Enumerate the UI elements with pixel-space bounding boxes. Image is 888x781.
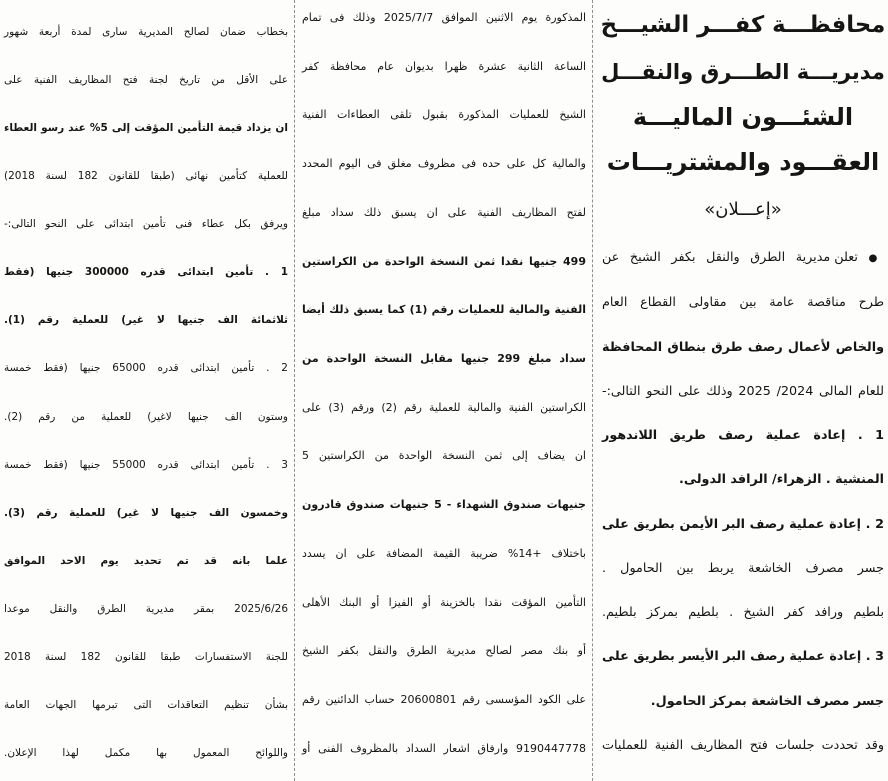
right-column-line: جسر مصرف الخاشعة يربط بين الحامول . [602,560,884,576]
middle-column-line: أو بنك مصر لصالح مديرية الطرق والنقل بكفر الشيخ [302,644,586,658]
middle-column-line: جنيهات صندوق الشهداء - 5 جنيهات صندوق قادرون [302,498,586,512]
left-column-line: للجنة الاستفسارات طبقا للقانون 182 لسنة 2018 [4,650,288,663]
right-column-line: جسر مصرف الخاشعة بمركز الحامول. [650,693,884,709]
right-column-line: والخاص لأعمال رصف طرق بنطاق المحافظة [602,339,884,355]
right-column-line: طرح مناقصة عامة بين مقاولى القطاع العام [602,295,884,311]
left-column-line: ثلاثمائة الف جنيها لا غير) للعملية رقم (1). [4,314,288,327]
right-column-line: بلطيم ورافد كفر الشيخ . بلطيم بمركز بلطيم. [602,605,884,621]
column-divider [294,0,295,781]
left-column-line: ان يزداد قيمة التأمين المؤقت إلى 5% عند رسو العطاء [4,122,288,135]
middle-column-line: الشيخ للعمليات المذكورة بقبول تلقى العطاءات الفنية [302,108,586,122]
middle-column-line: سداد مبلغ 299 جنيها مقابل النسخة الواحدة من [302,352,586,366]
left-column-line: 2025/6/26 بمقر مديرية الطرق والنقل موعدا [4,602,288,615]
middle-column-line: 499 جنيها نقدا ثمن النسخة الواحدة من الكراستين [302,254,586,268]
middle-column-line: باختلاف +14% ضريبة القيمة المضافة على ان يسدد [302,546,586,560]
right-column-line: 3 . إعادة عملية رصف البر الأيسر بطريق على [602,649,884,665]
middle-column-line: الساعة الثانية عشرة ظهرا بديوان عام محافظة كفر [302,59,586,73]
right-column-line [602,246,884,271]
column-divider [592,0,593,781]
middle-column-line: التأمين المؤقت نقدا بالخزينة أو الفيزا أو البنك الأهلى [302,595,586,609]
middle-column-line: الفنية والمالية للعمليات رقم (1) كما يسبق ذلك أيضا [302,303,586,317]
middle-column-line: والمالية كل على حده فى مظروف مغلق فى اليوم المحدد [302,157,586,171]
notice-heading: «إعـــلان» [704,199,782,220]
right-column-line-text: تعلن مديرية الطرق والنقل بكفر الشيخ عن [602,250,858,265]
department-title: الشئـــون الماليـــة [632,103,854,131]
middle-column-line: 9190447778 وارفاق اشعار السداد بالمظروف الفنى أو [302,741,586,755]
left-column-line: بشأن تنظيم التعاقدات التى تبرمها الجهات العامة [4,698,288,711]
right-column-line: وقد تحددت جلسات فتح المظاريف الفنية للعمليات [602,737,884,753]
middle-column-line: لفتح المظاريف الفنية على ان يسبق ذلك سداد مبلغ [302,205,586,219]
middle-column-line: المذكورة يوم الاثنين الموافق 2025/7/7 وذلك فى تمام [302,11,586,24]
left-column-line: واللوائح المعمول بها مكمل لهذا الإعلان. [4,746,288,759]
left-column-line: 3 . تأمين ابتدائى قدره 55000 جنيها (فقط خمسة [4,458,288,471]
bullet-icon: ● [868,253,884,264]
left-column-line: للعملية كتأمين نهائى (طبقا للقانون 182 لسنة 2018) [4,170,288,183]
left-column-line: علما بانه قد تم تحديد يوم الاحد الموافق [4,554,288,567]
right-column-line: المنشية . الزهراء/ الرافد الدولى. [679,472,884,488]
middle-column-line: الكراستين الفنية والمالية للعملية رقم (2) ورقم (3) على [302,400,587,414]
right-column [602,246,884,758]
middle-column [302,6,586,761]
left-column-line: وستون الف جنيها لاغير) للعملية من رقم (2). [4,410,288,423]
right-column-line: 2 . إعادة عملية رصف البر الأيمن بطريق على [602,516,884,532]
governorate-title: محافظـــة كفـــر الشيـــخ [600,12,886,38]
middle-column-line: على الكود المؤسسى رقم 20600801 حساب الدائنين رقم [302,693,586,707]
left-column-line: على الأقل من تاريخ لجنة فتح المظاريف الفنية على [4,74,288,87]
middle-column-line: ان يضاف إلى ثمن النسخة الواحدة من الكراستين 5 [302,449,586,463]
right-column-line: 1 . إعادة عملية رصف طريق اللاندهور [602,428,884,444]
section-title: العقـــود والمشتريـــات [606,148,880,176]
left-column-line: 2 . تأمين ابتدائى قدره 65000 جنيها (فقط خمسة [4,362,288,375]
left-column-line: وخمسون الف جنيها لا غير) للعملية رقم (3). [4,506,288,519]
left-column-line: بخطاب ضمان لصالح المديرية سارى لمدة أربعة شهور [4,26,288,38]
directorate-title: مديريـــة الطـــرق والنقـــل [601,60,885,84]
right-column-line: للعام المالى 2024/ 2025 وذلك على النحو التالى:- [602,383,884,399]
left-column-line: 1 . تأمين ابتدائى قدره 300000 جنيها (فقط [4,266,288,279]
left-column [4,20,288,765]
left-column-line: ويرفق بكل عطاء فنى تأمين ابتدائى على النحو التالى:- [4,218,288,231]
